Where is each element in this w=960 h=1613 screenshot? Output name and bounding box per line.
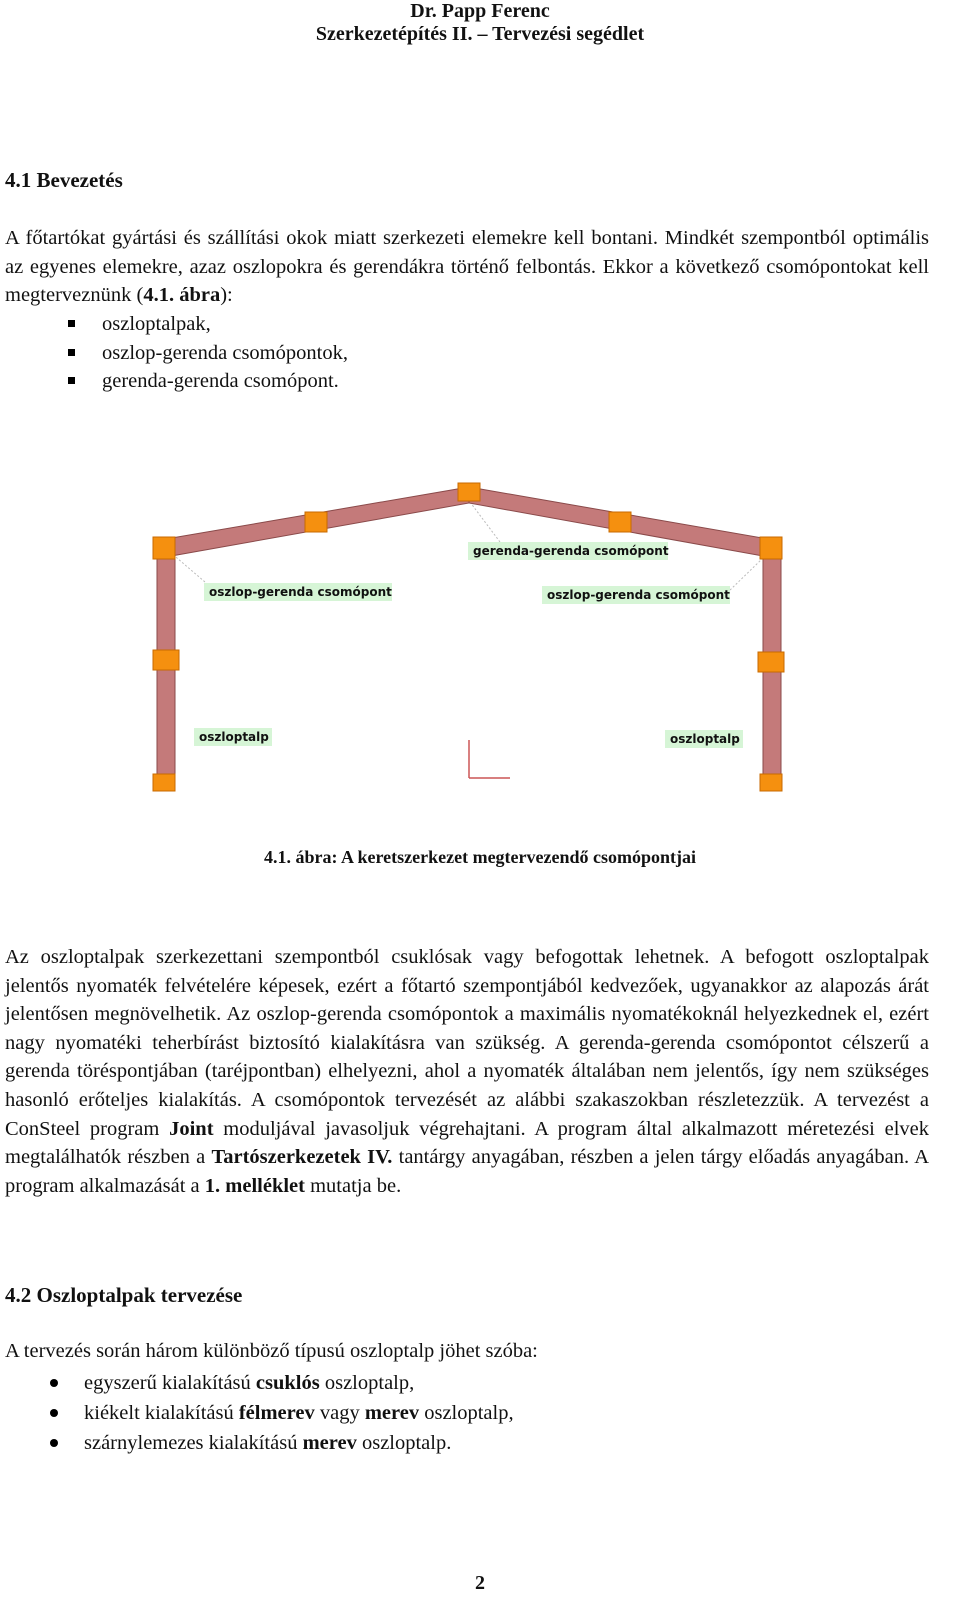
list-item: szárnylemezes kialakítású merev oszloptalp. bbox=[47, 1428, 514, 1458]
list-item: kiékelt kialakítású félmerev vagy merev oszloptalp, bbox=[47, 1398, 514, 1428]
label-left-knee bbox=[204, 583, 392, 601]
body-paragraph: Az oszloptalpak szerkezettani szempontból csuklósak vagy befogottak lehetnek. A befogott oszloptalpak jelentős nyomaték felvételére képesek, ezért a főtartó szempontjából kedvezőek, ugyanakkor az alapozás árát jelentősen megnövelhetik. Az oszlop-gerenda csomópontok a maximális nyomatékoknál helyezkednek el, ezért nagy nyomatéki teherbírást biztosító kialakításra van szükség. A gerenda-gerenda csomópontot célszerű a gerenda töréspontjában (taréjpontban) elhelyezni, ahol a nyomaték általában nem jelentős, így nem szükséges hasonló erőteljes kialakítás. A csomópontok tervezését az alábbi szakaszokban részletezzük. A tervezést a ConSteel program Joint moduljával javasoljuk végrehajtani. A program által alkalmazott méretezési elvek megtalálhatók részben a Tartószerkezetek IV. tantárgy anyagában, részben a jelen tárgy előadás anyagában. A program alkalmazását a 1. melléklet mutatja be. bbox=[5, 946, 929, 1197]
column-splice-right bbox=[758, 652, 784, 672]
list-item: oszloptalpak, bbox=[68, 310, 348, 339]
intro-text-end: ): bbox=[220, 284, 233, 307]
list-item: oszlop-gerenda csomópontok, bbox=[68, 339, 348, 368]
left-knee-joint bbox=[153, 537, 175, 559]
figure-reference: 4.1. ábra bbox=[143, 284, 221, 307]
label-text: oszlop-gerenda csomópont bbox=[209, 585, 392, 599]
label-ridge bbox=[468, 542, 669, 560]
left-base-plate bbox=[153, 774, 175, 791]
label-right-base bbox=[665, 730, 743, 748]
column-splice-left bbox=[153, 650, 179, 670]
bold-term: Joint bbox=[169, 1117, 214, 1140]
header-author: Dr. Papp Ferenc bbox=[410, 0, 550, 22]
label-text: oszloptalp bbox=[199, 730, 269, 744]
rafter-splice-right bbox=[609, 512, 631, 532]
figure-caption: 4.1. ábra: A keretszerkezet megtervezendő csomópontjai bbox=[263, 847, 697, 867]
bullet-icon bbox=[50, 1409, 58, 1417]
section-title-4-1: 4.1 Bevezetés bbox=[5, 168, 123, 192]
rafter-splice-left bbox=[305, 512, 327, 532]
bullet-icon bbox=[50, 1439, 58, 1447]
header-subtitle: Szerkezetépítés II. – Tervezési segédlet bbox=[315, 23, 645, 45]
label-right-knee bbox=[542, 586, 730, 604]
intro-text: A főtartókat gyártási és szállítási okok miatt szerkezeti elemekre kell bontani. Mindkét szempontból optimális az egyenes elemekre, azaz oszlopokra és gerendákra történő felbontás. Ekkor a következő csomópontokat kell megterveznünk ( bbox=[5, 227, 929, 307]
right-base-plate bbox=[760, 774, 782, 791]
base-type-list bbox=[47, 1368, 514, 1458]
list-item: egyszerű kialakítású csuklós oszloptalp, bbox=[47, 1368, 514, 1398]
section-title-4-2: 4.2 Oszloptalpak tervezése bbox=[5, 1283, 243, 1307]
list-item: gerenda-gerenda csomópont. bbox=[68, 367, 348, 396]
leader-line bbox=[727, 558, 763, 593]
bold-term: 1. melléklet bbox=[204, 1174, 305, 1197]
ridge-joint bbox=[458, 483, 480, 501]
label-left-base bbox=[194, 728, 272, 746]
right-knee-joint bbox=[760, 537, 782, 559]
bold-term: Tartószerkezetek IV. bbox=[211, 1146, 393, 1169]
label-text: gerenda-gerenda csomópont bbox=[473, 544, 669, 558]
label-text: oszlop-gerenda csomópont bbox=[547, 588, 730, 602]
section2-intro: A tervezés során három különböző típusú oszloptalp jöhet szóba: bbox=[5, 1340, 538, 1362]
bullet-icon bbox=[50, 1379, 58, 1387]
leader-line bbox=[170, 552, 212, 588]
page-number: 2 bbox=[475, 1572, 485, 1594]
label-text: oszloptalp bbox=[670, 732, 740, 746]
